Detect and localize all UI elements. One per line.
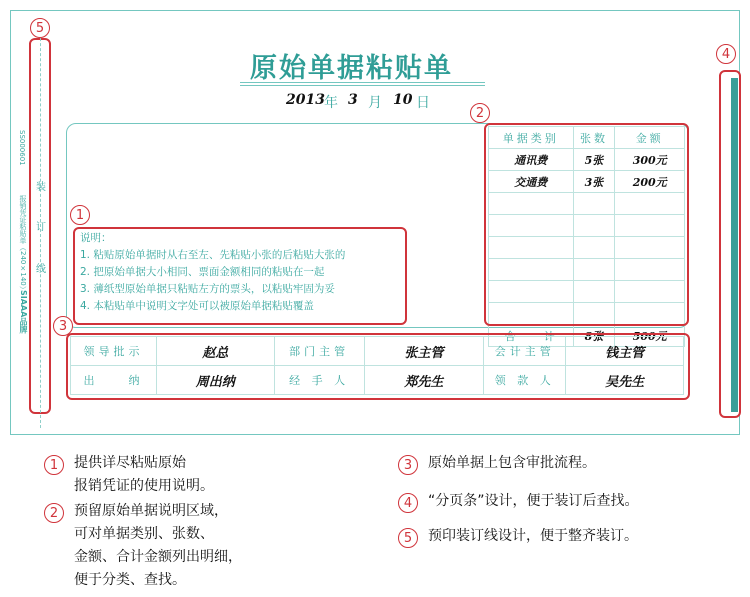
legend-item-2-line: 预留原始单据说明区域， bbox=[74, 503, 228, 519]
marker-1-icon: 1 bbox=[70, 205, 90, 225]
legend-marker-3-icon: 3 bbox=[398, 455, 418, 475]
detail-count: 3张 bbox=[573, 171, 615, 193]
detail-amount: 200元 bbox=[615, 171, 685, 193]
detail-count: 5张 bbox=[573, 149, 615, 171]
approval-label-cashier: 出 纳 bbox=[71, 366, 157, 395]
legend-item-2 bbox=[74, 500, 242, 592]
detail-header-amount: 金额 bbox=[615, 127, 685, 149]
legend-item-2-line: 可对单据类别、张数、 bbox=[74, 526, 214, 542]
approval-label-accounting: 会计主管 bbox=[484, 337, 566, 366]
approval-value-leader: 赵总 bbox=[156, 337, 274, 366]
marker-5-icon: 5 bbox=[30, 18, 50, 38]
side-print: 报销凭证粘贴单（240×140） bbox=[19, 195, 27, 293]
marker-2-icon: 2 bbox=[470, 103, 490, 123]
approval-label-leader: 领导批示 bbox=[71, 337, 157, 366]
form-title: 原始单据粘贴单 bbox=[250, 53, 453, 84]
notes-heading: 说明： bbox=[80, 232, 112, 244]
legend-item-3: 原始单据上包含审批流程。 bbox=[428, 455, 596, 471]
date-month-unit: 月 bbox=[368, 95, 382, 111]
binding-label-3: 线 bbox=[36, 264, 46, 275]
detail-total-count: 8张 bbox=[573, 325, 615, 347]
detail-category: 通讯费 bbox=[489, 149, 574, 171]
title-underline bbox=[240, 82, 485, 83]
date-year-unit: 年 bbox=[324, 95, 338, 111]
page-tab-strip bbox=[731, 78, 738, 412]
approval-table-highlight bbox=[66, 333, 690, 400]
side-code: SS000601 bbox=[18, 130, 26, 166]
legend-item-2-line: 便于分类、查找。 bbox=[74, 572, 186, 588]
date-month: 3 bbox=[348, 92, 358, 108]
approval-label-handler: 经 手 人 bbox=[274, 366, 364, 395]
detail-header-count: 张数 bbox=[573, 127, 615, 149]
legend-marker-5-icon: 5 bbox=[398, 528, 418, 548]
legend-marker-1-icon: 1 bbox=[44, 455, 64, 475]
date-year: 2013 bbox=[286, 92, 325, 108]
approval-value-handler: 郑先生 bbox=[364, 366, 484, 395]
date-day: 10 bbox=[393, 92, 413, 108]
detail-table-highlight bbox=[484, 123, 689, 326]
legend-item-4: “分页条”设计，便于装订后查找。 bbox=[428, 493, 639, 509]
notes-line: 2. 把原始单据大小相同、票面金额相同的粘贴在一起 bbox=[80, 266, 325, 278]
detail-category: 交通费 bbox=[489, 171, 574, 193]
legend-item-1-line: 报销凭证的使用说明。 bbox=[74, 478, 214, 494]
marker-4-icon: 4 bbox=[716, 44, 736, 64]
binding-label-1: 装 bbox=[36, 182, 46, 193]
legend-marker-4-icon: 4 bbox=[398, 493, 418, 513]
date-day-unit: 日 bbox=[416, 95, 430, 111]
legend-item-5: 预印装订线设计，便于整齐装订。 bbox=[428, 528, 638, 544]
legend-item-1-line: 提供详尽粘贴原始 bbox=[74, 455, 186, 471]
notes-line: 1. 粘贴原始单据时从右至左、先粘贴小张的后粘贴大张的 bbox=[80, 249, 346, 261]
brand-logo: SIAAA品牌 bbox=[19, 290, 28, 334]
detail-total-label: 合 计 bbox=[489, 325, 574, 347]
approval-label-recipient: 领 款 人 bbox=[484, 366, 566, 395]
legend-item-2-line: 金额、合计金额列出明细， bbox=[74, 549, 242, 565]
legend-item-1 bbox=[74, 452, 214, 498]
detail-amount: 300元 bbox=[615, 149, 685, 171]
legend-marker-2-icon: 2 bbox=[44, 503, 64, 523]
approval-label-dept: 部门主管 bbox=[274, 337, 364, 366]
detail-header-category: 单据类别 bbox=[489, 127, 574, 149]
notes-line: 4. 本粘贴单中说明文字处可以被原始单据粘贴覆盖 bbox=[80, 300, 314, 312]
binding-label-2: 订 bbox=[36, 222, 46, 233]
notes-line: 3. 薄纸型原始单据只粘贴左方的票头，以粘贴牢固为妥 bbox=[80, 283, 335, 295]
marker-3-icon: 3 bbox=[53, 316, 73, 336]
title-underline-2 bbox=[240, 85, 485, 86]
approval-value-accounting: 钱主管 bbox=[566, 337, 684, 366]
approval-value-recipient: 吴先生 bbox=[566, 366, 684, 395]
detail-total-amount: 500元 bbox=[615, 325, 685, 347]
approval-value-dept: 张主管 bbox=[364, 337, 484, 366]
approval-value-cashier: 周出纳 bbox=[156, 366, 274, 395]
notes-block bbox=[80, 230, 345, 315]
